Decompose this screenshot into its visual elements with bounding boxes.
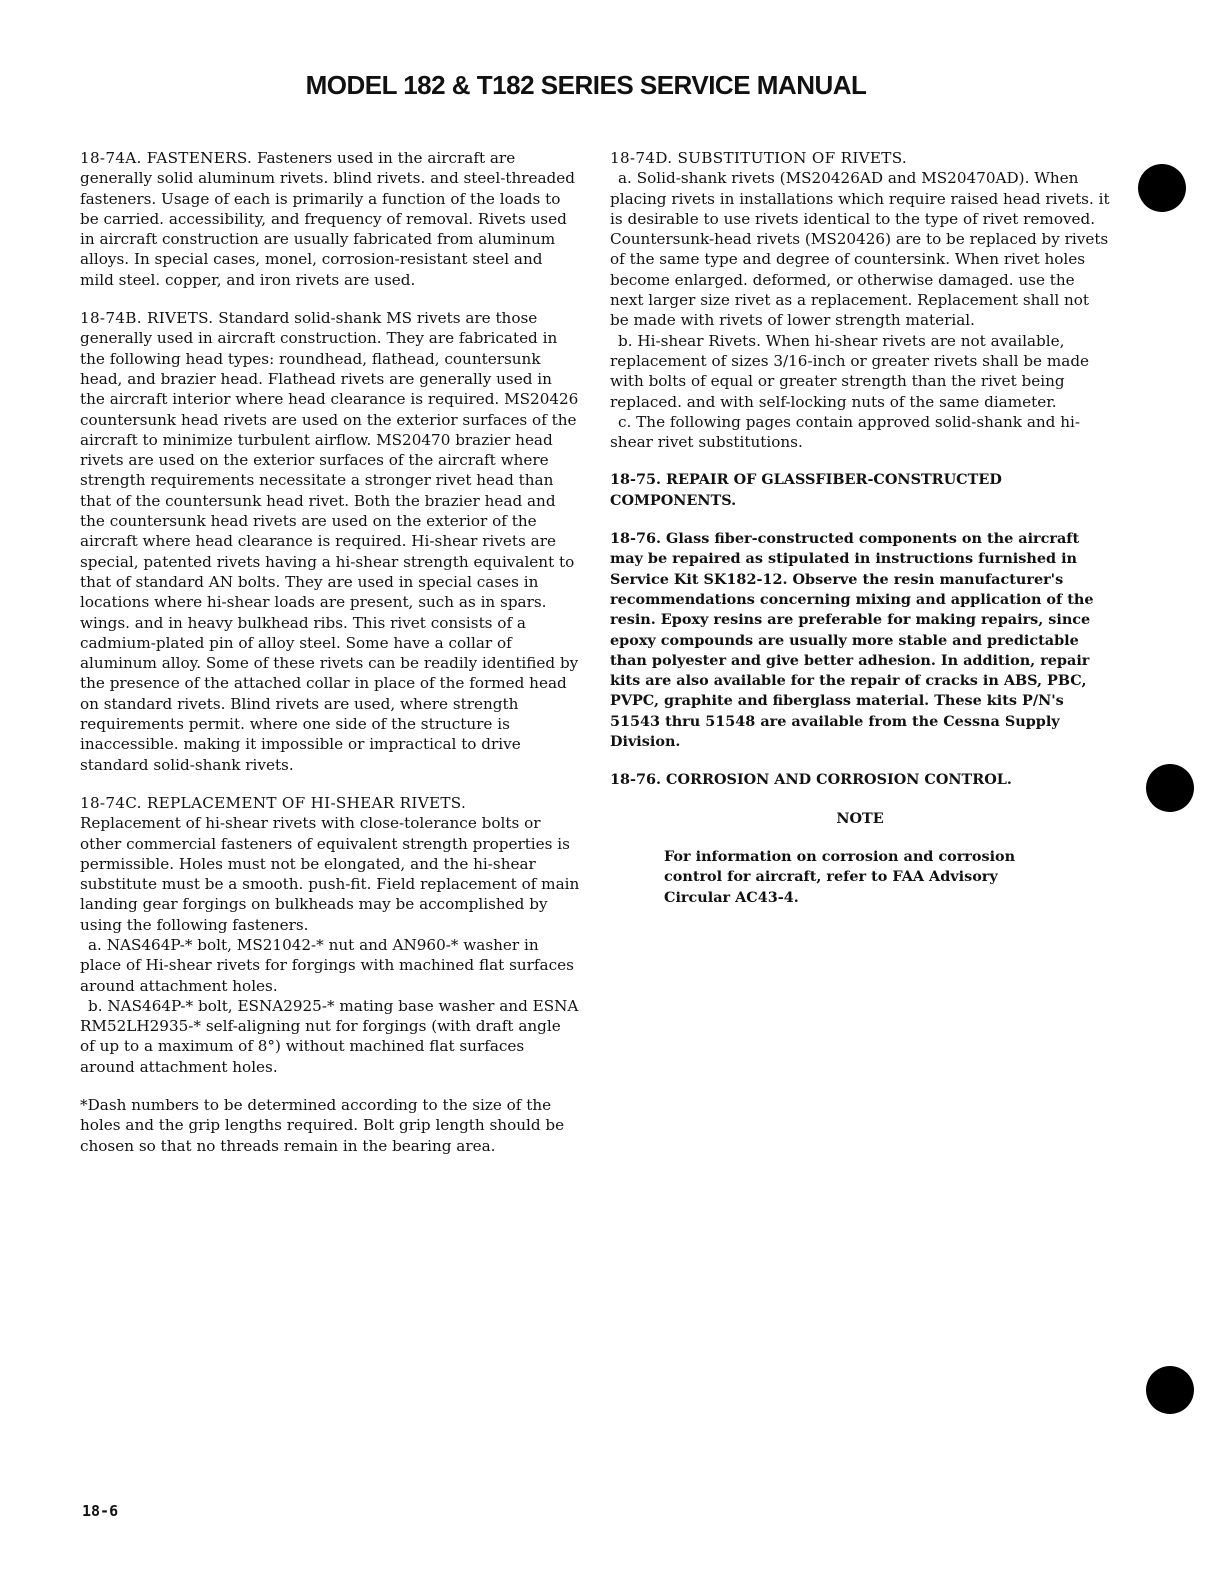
note-heading: NOTE: [836, 809, 884, 827]
section-18-74c-title: 18-74C. REPLACEMENT OF HI-SHEAR RIVETS.: [80, 793, 467, 812]
binder-hole-icon: [1146, 1366, 1194, 1414]
page-number: 18-6: [82, 1502, 119, 1520]
binder-hole-icon: [1146, 764, 1194, 812]
binder-hole-icon: [1138, 164, 1186, 212]
section-18-74c-item-a: a. NAS464P-* bolt, MS21042-* nut and AN960-* washer in place of Hi-shear rivets for forgings with machined flat surfaces around attachment holes.: [80, 935, 574, 995]
section-18-74c-item-b: b. NAS464P-* bolt, ESNA2925-* mating base washer and ESNA RM52LH2935-* self-aligning nut for forgings (with draft angle of up to a maximum of 8°) without machined flat surfaces around attachment holes.: [80, 996, 579, 1076]
right-column: [610, 148, 1110, 908]
section-18-74a-body: Fasteners used in the aircraft are generally solid aluminum rivets. blind rivets. and steel-threaded fasteners. Usage of each is primarily a function of the loads to be carried. accessibility, and frequency of removal. Rivets used in aircraft construction are usually fabricated from aluminum alloys. In special cases, monel, corrosion-resistant steel and mild steel. copper, and iron rivets are used.: [80, 149, 575, 289]
section-18-74c: [80, 793, 580, 1077]
left-column: [80, 148, 580, 1174]
section-18-74b-body: Standard solid-shank MS rivets are those generally used in aircraft construction. They are fabricated in the following head types: roundhead, flathead, countersunk head, and brazier head. Flathead rivets are generally used in the aircraft interior where head clearance is required. MS20426 countersunk head rivets are used on the exterior surfaces of the aircraft to minimize turbulent airflow. MS20470 brazier head rivets are used on the exterior surfaces of the aircraft where strength requirements necessitate a stronger rivet head than that of the countersunk head rivet. Both the brazier head and the countersunk head rivets are used on the exterior of the aircraft where head clearance is required. Hi-shear rivets are special, patented rivets having a hi-shear strength equivalent to that of standard AN bolts. They are used in special cases in locations where hi-shear loads are present, such as in spars. wings. and in heavy bulkhead ribs. This rivet consists of a cadmium-plated pin of alloy steel. Some have a collar of aluminum alloy. Some of these rivets can be readily identified by the presence of the attached collar in place of the formed head on standard rivets. Blind rivets are used, where strength requirements permit. where one side of the structure is inaccessible. making it impossible or impractical to drive standard solid-shank rivets.: [80, 309, 579, 774]
section-18-74b-title: 18-74B. RIVETS.: [80, 309, 214, 328]
section-18-74b: [80, 308, 580, 775]
dash-number-footnote: *Dash numbers to be determined according to the size of the holes and the grip lengths required. Bolt grip length should be chosen so that no threads remain in the bearing area.: [80, 1096, 565, 1155]
section-18-76-glass-fiber: 18-76. Glass fiber-constructed components on the aircraft may be repaired as stipulated in instructions furnished in Service Kit SK182-12. Observe the resin manufacturer's recommendations concerning mixing and application of the resin. Epoxy resins are preferable for making repairs, since epoxy compounds are usually more stable and predictable than polyester and give better adhesion. In addition, repair kits are also available for the repair of cracks in ABS, PBC, PVPC, graphite and fiberglass material. These kits P/N's 51543 thru 51548 are available from the Cessna Supply Division.: [610, 530, 1094, 751]
section-18-74d-item-b: b. Hi-shear Rivets. When hi-shear rivets are not available, replacement of sizes 3/16-inch or greater rivets shall be made with bolts of equal or greater strength than the rivet being replaced. and with self-locking nuts of the same diameter.: [610, 331, 1090, 411]
section-18-74c-body: Replacement of hi-shear rivets with close-tolerance bolts or other commercial fasteners of equivalent strength properties is permissible. Holes must not be elongated, and the hi-shear substitute must be a smooth. push-fit. Field replacement of main landing gear forgings on bulkheads may be accomplished by using the following fasteners.: [80, 814, 580, 934]
section-18-74d: [610, 148, 1110, 452]
section-18-74d-item-a: a. Solid-shank rivets (MS20426AD and MS20470AD). When placing rivets in installations which require raised head rivets. it is desirable to use rivets identical to the type of rivet removed. Countersunk-head rivets (MS20426) are to be replaced by rivets of the same type and degree of countersink. When rivet holes become enlarged. deformed, or otherwise damaged. use the next larger size rivet as a replacement. Replacement shall not be made with rivets of lower strength material.: [610, 169, 1110, 330]
section-18-74d-item-c: c. The following pages contain approved solid-shank and hi-shear rivet substitutions.: [610, 412, 1080, 452]
note-text: For information on corrosion and corrosion control for aircraft, refer to FAA Advisory Circular AC43-4.: [664, 847, 1016, 906]
section-18-76-corrosion-title: 18-76. CORROSION AND CORROSION CONTROL.: [610, 771, 1012, 789]
section-18-74a-title: 18-74A. FASTENERS.: [80, 149, 253, 167]
section-18-75-title: 18-75. REPAIR OF GLASSFIBER-CONSTRUCTED COMPONENTS.: [610, 471, 1002, 509]
section-18-74a: [80, 148, 580, 290]
page-header-title: MODEL 182 & T182 SERIES SERVICE MANUAL: [305, 70, 867, 100]
section-18-74d-title: 18-74D. SUBSTITUTION OF RIVETS.: [610, 149, 908, 167]
